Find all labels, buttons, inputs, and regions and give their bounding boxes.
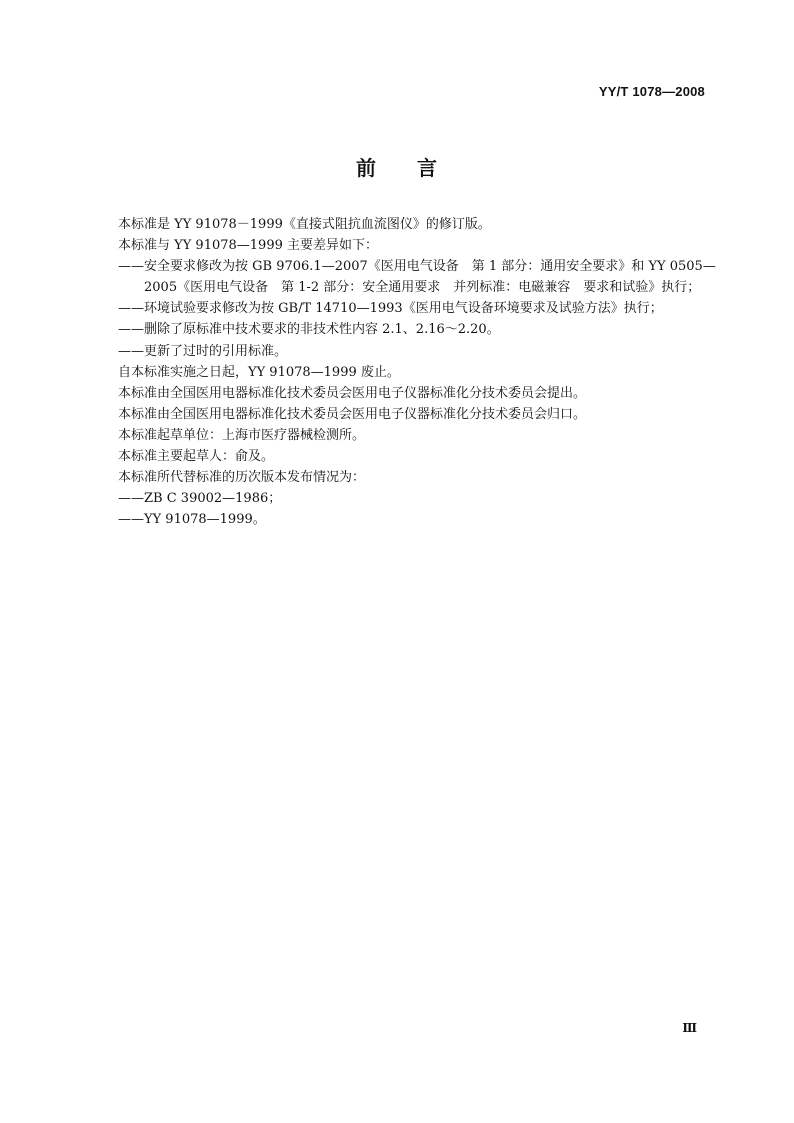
paragraph-centralized-by: 本标准由全国医用电器标准化技术委员会医用电子仪器标准化分技术委员会归口。 (118, 406, 587, 422)
list-item-updated-references: ——更新了过时的引用标准。 (118, 343, 288, 359)
title-char-2: 言 (417, 156, 438, 180)
paragraph-differences-intro: 本标准与 YY 91078—1999 主要差异如下： (118, 238, 379, 254)
page-title (0, 152, 794, 181)
list-item-removed-content: ——删除了原标准中技术要求的非技术性内容 2.1、2.16～2.20。 (118, 322, 500, 338)
paragraph-supersession: 自本标准实施之日起，YY 91078—1999 废止。 (118, 364, 400, 380)
list-item-safety-requirements-continued: 2005《医用电气设备 第 1-2 部分：安全通用要求 并列标准：电磁兼容 要求和试验》执行； (144, 280, 701, 296)
paragraph-proposed-by: 本标准由全国医用电器标准化技术委员会医用电子仪器标准化分技术委员会提出。 (118, 385, 587, 401)
foreword-body (118, 214, 716, 530)
title-char-1: 前 (356, 156, 377, 180)
list-item-history-1986: ——ZB C 39002—1986； (118, 491, 282, 507)
paragraph-drafting-unit: 本标准起草单位：上海市医疗器械检测所。 (118, 427, 366, 443)
paragraph-main-drafters: 本标准主要起草人：俞及。 (118, 449, 275, 465)
paragraph-history-intro: 本标准所代替标准的历次版本发布情况为： (118, 470, 366, 486)
list-item-safety-requirements: ——安全要求修改为按 GB 9706.1—2007《医用电气设备 第 1 部分：通用安全要求》和 YY 0505— (118, 259, 716, 275)
page-number: Ⅲ (682, 1021, 697, 1035)
paragraph-revision-note: 本标准是 YY 91078－1999《直接式阻抗血流图仪》的修订版。 (118, 217, 491, 232)
list-item-environment-tests: ——环境试验要求修改为按 GB/T 14710—1993《医用电气设备环境要求及试验方法》执行； (118, 301, 663, 317)
standard-code: YY/T 1078—2008 (598, 84, 705, 99)
list-item-history-1999: ——YY 91078—1999。 (118, 512, 266, 528)
